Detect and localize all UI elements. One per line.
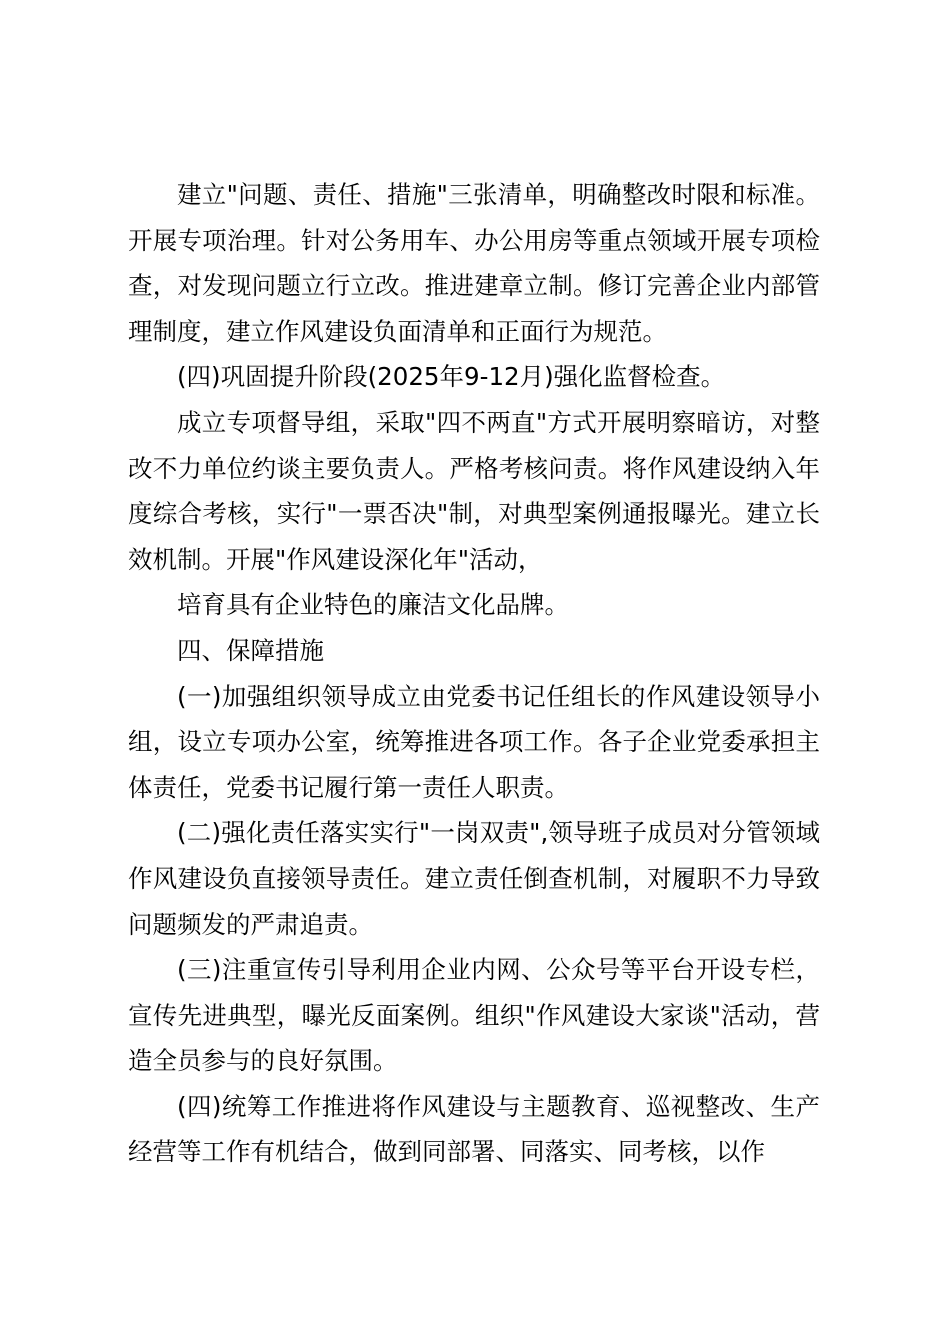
paragraph-supervision-inspection: 成立专项督导组，采取"四不两直"方式开展明察暗访，对整改不力单位约谈主要负责人。严格考核问责。将作风建设纳入年度综合考核，实行"一票否决"制，对典型案例通报曝光。建立长效机制。开展"作风建设深化年"活动， bbox=[128, 407, 820, 574]
document-body bbox=[128, 172, 820, 1175]
paragraph-publicity-guidance: (三)注重宣传引导利用企业内网、公众号等平台开设专栏，宣传先进典型，曝光反面案例。组织"作风建设大家谈"活动，营造全员参与的良好氛围。 bbox=[128, 955, 820, 1076]
paragraph-organizational-leadership: (一)加强组织领导成立由党委书记任组长的作风建设领导小组，设立专项办公室，统筹推进各项工作。各子企业党委承担主体责任，党委书记履行第一责任人职责。 bbox=[128, 681, 820, 802]
heading-safeguard-measures: 四、保障措施 bbox=[177, 635, 324, 665]
paragraph-checklist-rectification: 建立"问题、责任、措施"三张清单，明确整改时限和标准。开展专项治理。针对公务用车、办公用房等重点领域开展专项检查，对发现问题立行立改。推进建章立制。修订完善企业内部管理制度，建立作风建设负面清单和正面行为规范。 bbox=[128, 180, 820, 346]
paragraph-coordinated-work: (四)统筹工作推进将作风建设与主题教育、巡视整改、生产经营等工作有机结合，做到同部署、同落实、同考核，以作 bbox=[128, 1091, 820, 1167]
paragraph-integrity-culture: 培育具有企业特色的廉洁文化品牌。 bbox=[177, 590, 569, 620]
heading-consolidation-stage: (四)巩固提升阶段(2025年9-12月)强化监督检查。 bbox=[177, 362, 726, 392]
paragraph-responsibility-implementation: (二)强化责任落实实行"一岗双责",领导班子成员对分管领域作风建设负直接领导责任。建立责任倒查机制，对履职不力导致问题频发的严肃追责。 bbox=[128, 818, 820, 939]
